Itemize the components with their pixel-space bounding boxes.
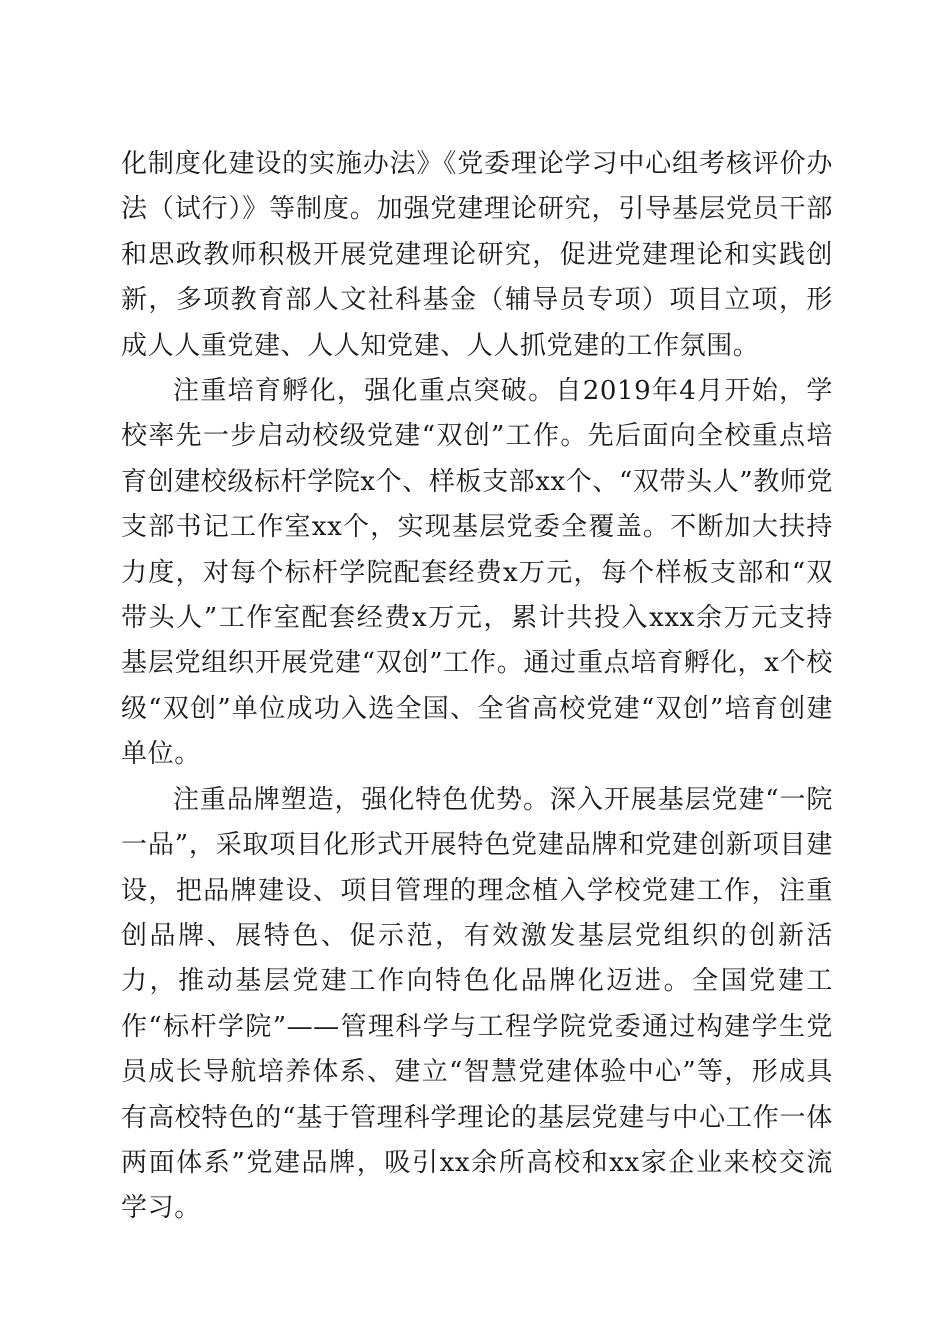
- paragraph-cultivation: 注重培育孵化，强化重点突破。自2019年4月开始，学校率先一步启动校级党建“双创”工作。先后面向全校重点培育创建校级标杆学院x个、样板支部xx个、“双带头人”教师党支部书记工作室xx个，实现基层党委全覆盖。不断加大扶持力度，对每个标杆学院配套经费x万元，每个样板支部和“双带头人”工作室配套经费x万元，累计共投入xxx余万元支持基层党组织开展党建“双创”工作。通过重点培育孵化，x个校级“双创”单位成功入选全国、全省高校党建“双创”培育创建单位。: [121, 376, 833, 770]
- paragraph-continuation: 化制度化建设的实施办法》《党委理论学习中心组考核评价办法（试行）》等制度。加强党建理论研究，引导基层党员干部和思政教师积极开展党建理论研究，促进党建理论和实践创新，多项教育部人文社科基金（辅导员专项）项目立项，形成人人重党建、人人知党建、人人抓党建的工作氛围。: [121, 149, 833, 361]
- document-body: [121, 142, 833, 1232]
- paragraph-branding: 注重品牌塑造，强化特色优势。深入开展基层党建“一院一品”，采取项目化形式开展特色党建品牌和党建创新项目建设，把品牌建设、项目管理的理念植入学校党建工作，注重创品牌、展特色、促示范，有效激发基层党组织的创新活力，推动基层党建工作向特色化品牌化迈进。全国党建工作“标杆学院”——管理科学与工程学院党委通过构建学生党员成长导航培养体系、建立“智慧党建体验中心”等，形成具有高校特色的“基于管理科学理论的基层党建与中心工作一体两面体系”党建品牌，吸引xx余所高校和xx家企业来校交流学习。: [121, 784, 833, 1224]
